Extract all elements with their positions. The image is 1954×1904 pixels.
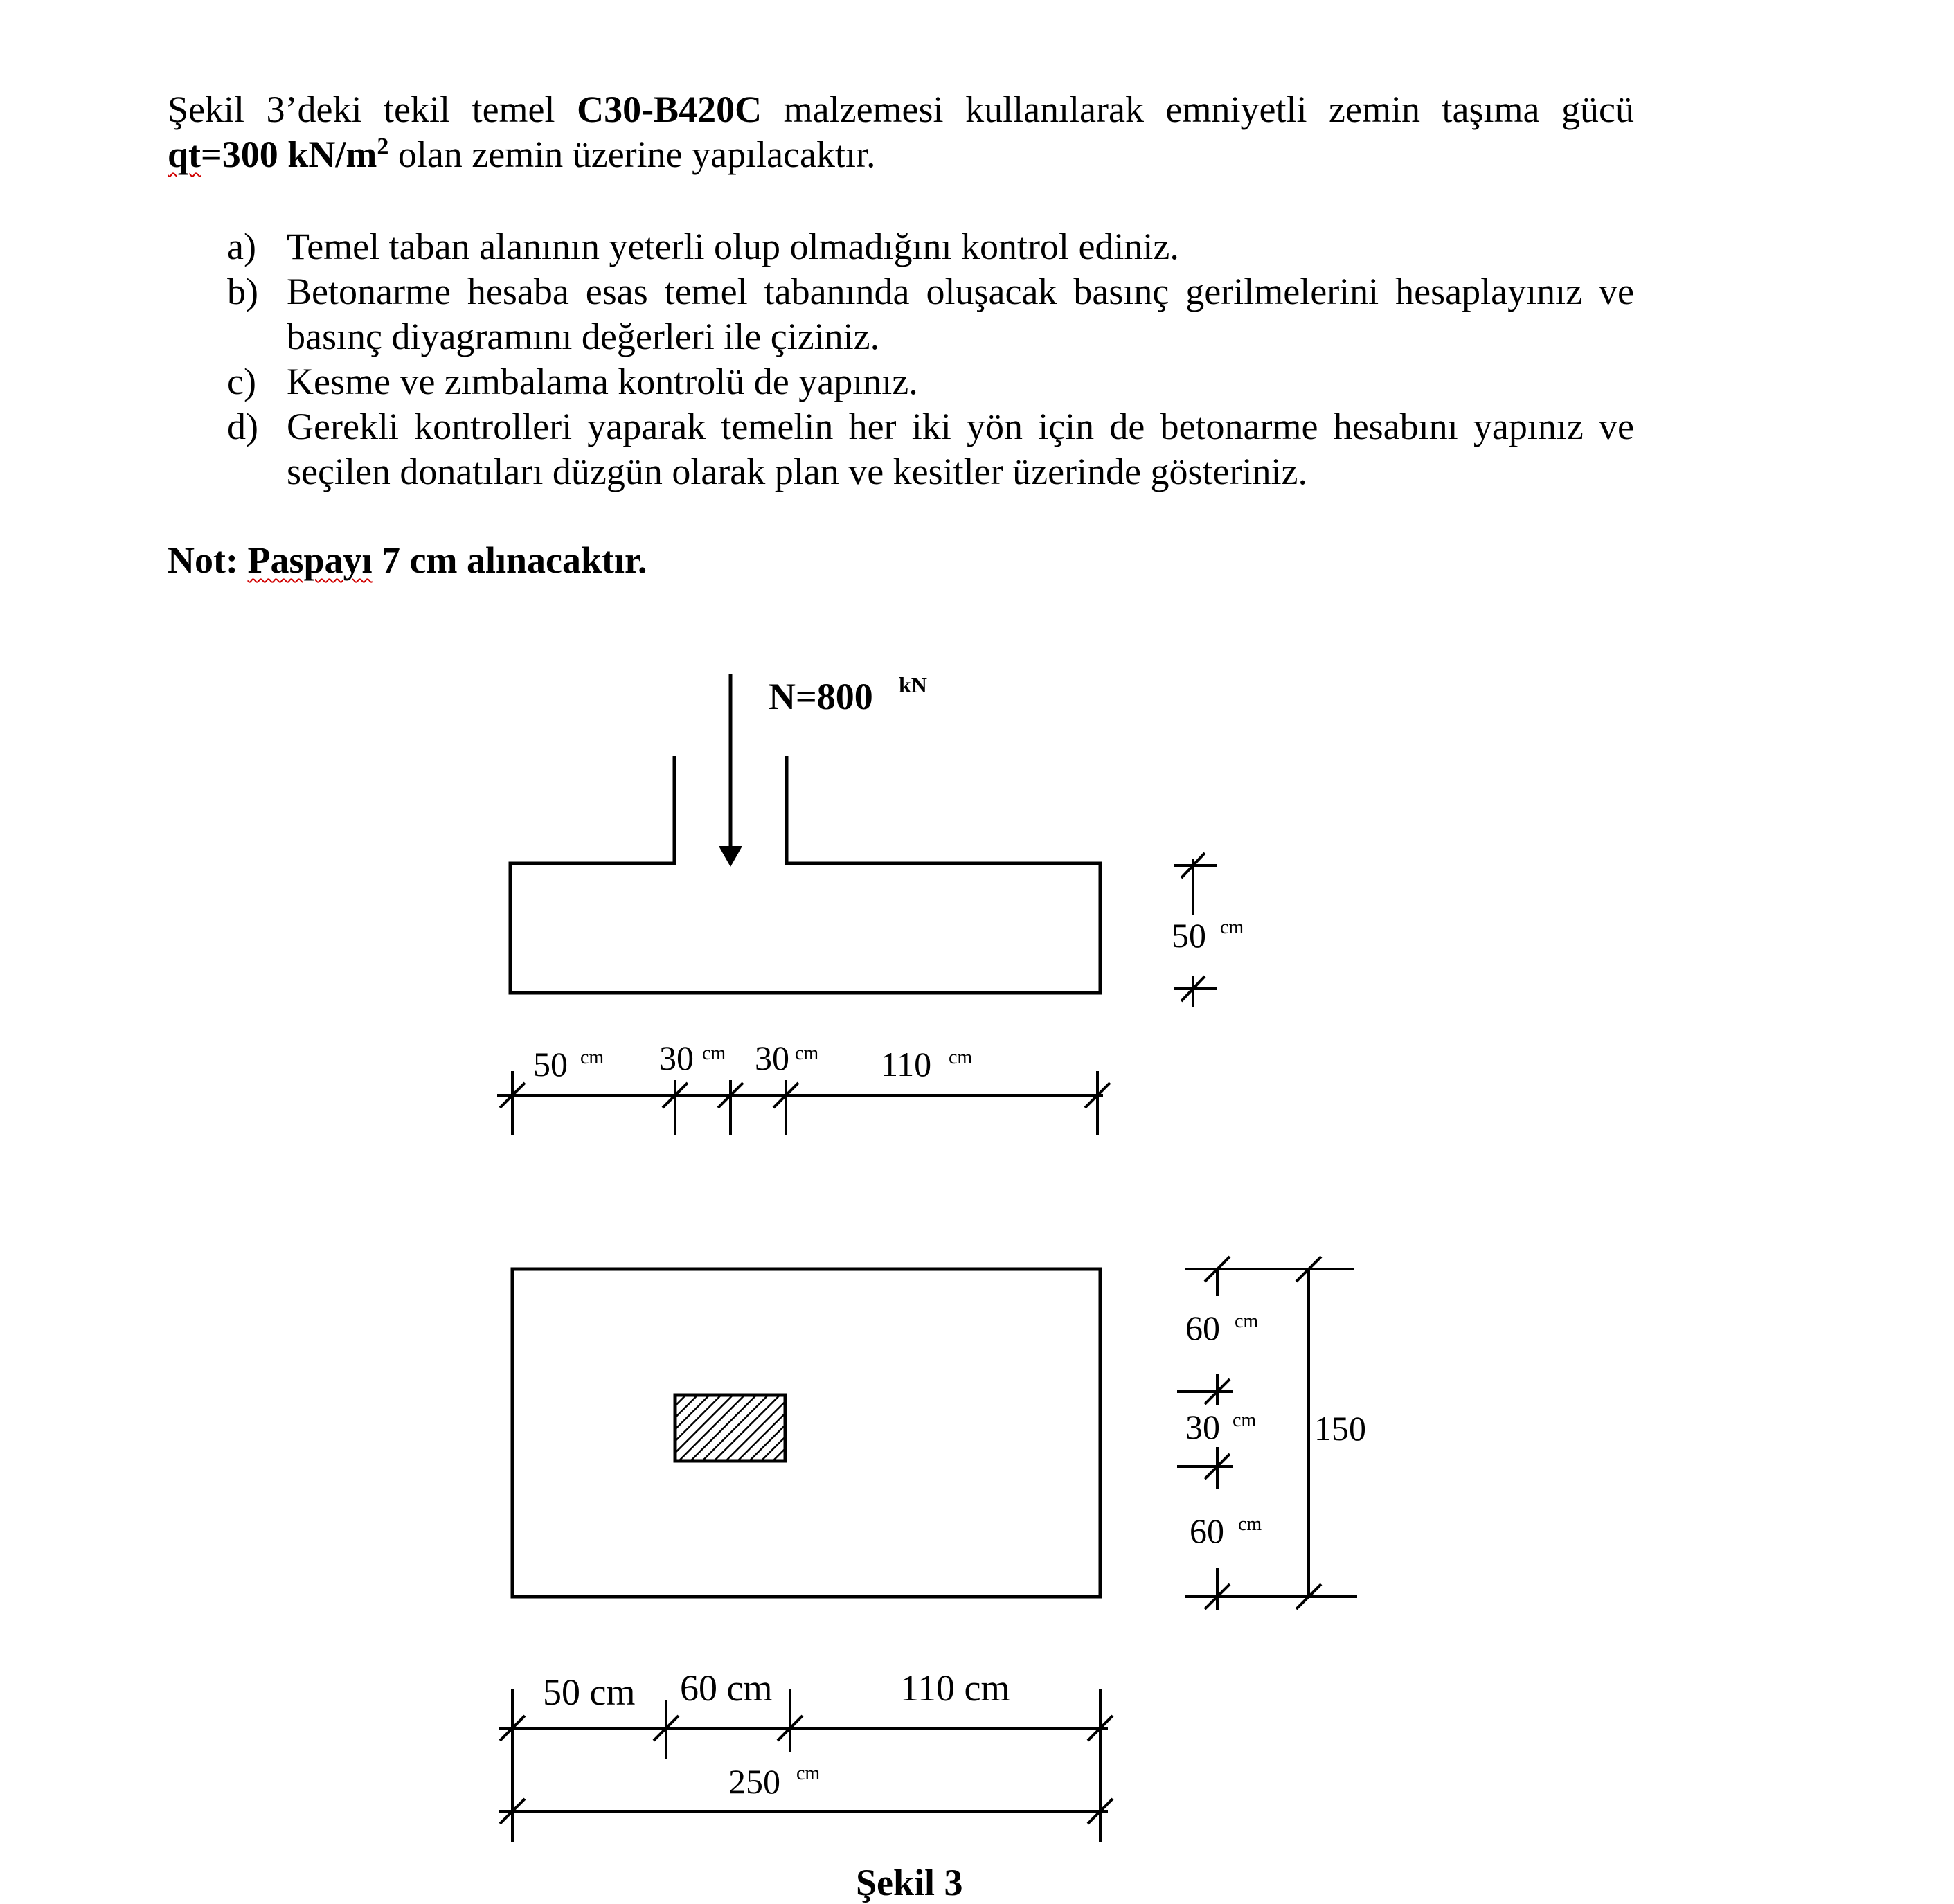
unit-label: cm: [1235, 1311, 1259, 1332]
q-symbol: qt: [168, 134, 201, 175]
plan-vdim-2: 30: [1185, 1408, 1220, 1446]
plan-total-width: 250: [728, 1762, 780, 1801]
unit-label: cm: [795, 1043, 819, 1064]
question-d: d) Gerekli kontrolleri yaparak temelin her iki yön için de betonarme hesabını yapınız ve seçilen donatıları düzgün olarak plan ve kesitler üzerinde gösteriniz.: [227, 406, 1634, 492]
question-c: c) Kesme ve zımbalama kontrolü de yapınız.: [227, 361, 918, 402]
plan-vdim-1: 60: [1185, 1309, 1220, 1347]
arrow-head: [719, 846, 742, 867]
section-width-dim: [497, 1071, 1110, 1135]
intro-line-1: Şekil 3’deki tekil temel C30-B420C malzemesi kullanılarak emniyetli zemin taşıma gücü: [168, 89, 1634, 130]
section-dim-1: 50: [533, 1045, 568, 1084]
intro-line-2: qt=300 $kN/m^2$ olan zemin üzerine yapılacaktır.: [168, 134, 876, 175]
figure-caption: Şekil 3: [856, 1862, 963, 1903]
section-height-label: 50: [1172, 916, 1206, 955]
section-dim-3: 30: [755, 1039, 789, 1077]
section-dim-4: 110: [881, 1045, 932, 1084]
unit-label: cm: [1220, 917, 1244, 938]
plan-dim-3: 110 cm: [900, 1667, 1010, 1709]
plan-outline: [512, 1269, 1100, 1597]
section-outline: [510, 756, 1100, 993]
plan-vdim-3: 60: [1190, 1511, 1224, 1550]
question-a: a) Temel taban alanının yeterli olup olmadığını kontrol ediniz.: [227, 226, 1179, 267]
unit-label: cm: [702, 1043, 726, 1064]
load-unit: kN: [899, 672, 927, 697]
unit-label: cm: [1233, 1410, 1257, 1431]
note: Not: Paspayı 7 cm alınacaktır.: [168, 539, 647, 581]
plan-dim-2: 60 cm: [680, 1667, 773, 1709]
load-label: N=800: [769, 676, 873, 717]
unit-label: cm: [580, 1047, 604, 1068]
question-b: b) Betonarme hesaba esas temel tabanında oluşacak basınç gerilmelerini hesaplayınız ve basınç diyagramını değerleri ile çiziniz.: [227, 271, 1634, 357]
unit-label: cm: [796, 1763, 821, 1784]
plan-column: [675, 1395, 785, 1461]
unit-label: cm: [949, 1047, 973, 1068]
section-dim-2: 30: [659, 1039, 694, 1077]
plan-dim-1: 50 cm: [543, 1671, 636, 1713]
plan-total-height: 150: [1314, 1409, 1366, 1448]
unit-label: cm: [1238, 1514, 1262, 1535]
